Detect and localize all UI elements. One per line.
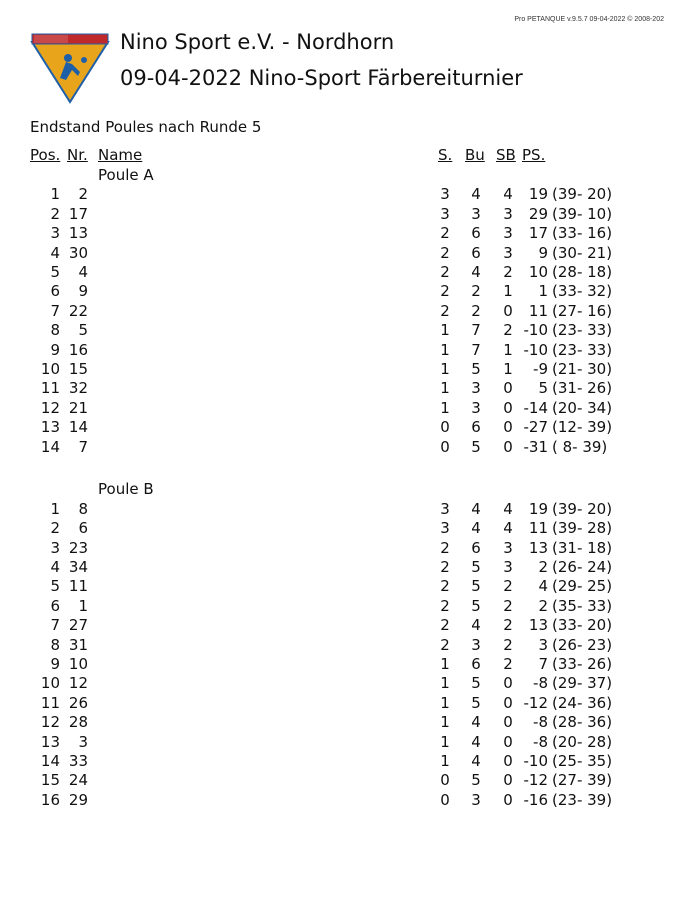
row-ps: -12 <box>523 771 548 790</box>
row-sb: 0 <box>503 301 513 320</box>
row-sb: 3 <box>503 224 513 243</box>
table-row <box>0 321 676 341</box>
table-row <box>0 539 676 559</box>
table-row <box>0 577 676 597</box>
row-s: 1 <box>440 713 450 732</box>
row-score: (35- 33) <box>552 596 613 615</box>
row-pos: 5 <box>50 263 60 281</box>
row-nr: 2 <box>78 185 88 204</box>
row-pos: 2 <box>50 204 60 223</box>
row-s: 0 <box>440 771 450 790</box>
row-score: (23- 33) <box>552 340 613 359</box>
row-s: 2 <box>440 635 450 654</box>
table-row <box>0 558 676 578</box>
row-sb: 1 <box>503 360 513 378</box>
row-nr: 24 <box>68 771 88 790</box>
row-bu: 7 <box>471 340 481 359</box>
row-s: 2 <box>440 224 450 243</box>
row-ps: 19 <box>528 185 548 204</box>
row-sb: 0 <box>503 674 513 693</box>
club-logo <box>30 26 110 104</box>
row-nr: 28 <box>68 713 88 732</box>
row-sb: 2 <box>503 321 513 340</box>
row-pos: 11 <box>40 693 60 712</box>
row-nr: 17 <box>68 204 88 223</box>
stage-title: Endstand Poules nach Runde 5 <box>30 118 262 136</box>
row-score: (33- 26) <box>552 655 613 673</box>
table-row <box>0 418 676 438</box>
row-bu: 6 <box>471 418 481 437</box>
row-nr: 11 <box>68 577 88 596</box>
table-row <box>0 752 676 772</box>
row-sb: 1 <box>503 282 513 301</box>
row-s: 3 <box>440 499 450 518</box>
row-pos: 7 <box>50 301 60 320</box>
row-sb: 2 <box>503 577 513 596</box>
row-bu: 3 <box>471 204 481 223</box>
row-nr: 14 <box>68 418 88 437</box>
row-score: (23- 39) <box>552 790 613 809</box>
row-score: (29- 25) <box>552 577 613 596</box>
row-sb: 0 <box>503 790 513 809</box>
row-score: (31- 26) <box>552 379 613 398</box>
table-row <box>0 733 676 753</box>
row-s: 2 <box>440 301 450 320</box>
row-pos: 7 <box>50 616 60 635</box>
row-pos: 1 <box>50 185 60 204</box>
row-s: 0 <box>440 418 450 437</box>
row-pos: 4 <box>50 558 60 576</box>
table-row <box>0 771 676 791</box>
row-ps: 10 <box>528 263 548 281</box>
row-pos: 1 <box>50 499 60 518</box>
row-s: 1 <box>440 732 450 751</box>
row-bu: 3 <box>471 379 481 398</box>
table-row <box>0 674 676 694</box>
header-sb: SB <box>496 146 516 164</box>
row-ps: 19 <box>528 499 548 518</box>
row-ps: 11 <box>528 301 548 320</box>
row-score: (33- 16) <box>552 224 613 243</box>
row-s: 2 <box>440 538 450 557</box>
row-pos: 15 <box>40 771 60 790</box>
row-pos: 3 <box>50 224 60 243</box>
row-pos: 16 <box>40 790 60 809</box>
row-s: 1 <box>440 674 450 693</box>
row-score: (29- 37) <box>552 674 613 693</box>
header-s: S. <box>438 146 453 164</box>
row-bu: 5 <box>471 437 481 456</box>
table-row <box>0 713 676 733</box>
row-pos: 14 <box>40 437 60 456</box>
row-ps: 3 <box>538 635 548 654</box>
row-ps: 7 <box>538 655 548 673</box>
row-sb: 0 <box>503 732 513 751</box>
row-bu: 5 <box>471 558 481 576</box>
row-pos: 12 <box>40 398 60 417</box>
row-nr: 3 <box>78 732 88 751</box>
row-nr: 30 <box>68 243 88 262</box>
row-ps: -31 <box>523 437 548 456</box>
row-sb: 2 <box>503 655 513 673</box>
row-sb: 2 <box>503 635 513 654</box>
row-nr: 29 <box>68 790 88 809</box>
row-ps: -27 <box>523 418 548 437</box>
row-score: (27- 16) <box>552 301 613 320</box>
row-sb: 1 <box>503 340 513 359</box>
row-score: ( 8- 39) <box>552 437 608 456</box>
table-row <box>0 244 676 264</box>
poule-title: Poule B <box>98 480 154 499</box>
row-s: 2 <box>440 577 450 596</box>
table-row <box>0 341 676 361</box>
row-bu: 4 <box>471 752 481 770</box>
row-pos: 14 <box>40 752 60 770</box>
row-sb: 2 <box>503 616 513 635</box>
row-bu: 6 <box>471 538 481 557</box>
table-row <box>0 655 676 675</box>
row-s: 1 <box>440 321 450 340</box>
row-sb: 4 <box>503 185 513 204</box>
table-row <box>0 694 676 714</box>
row-sb: 0 <box>503 437 513 456</box>
row-score: (27- 39) <box>552 771 613 790</box>
row-s: 0 <box>440 790 450 809</box>
table-row <box>0 185 676 205</box>
row-ps: 9 <box>538 243 548 262</box>
table-row <box>0 597 676 617</box>
row-score: (30- 21) <box>552 243 613 262</box>
row-ps: 13 <box>528 538 548 557</box>
row-sb: 0 <box>503 398 513 417</box>
row-bu: 4 <box>471 713 481 732</box>
row-bu: 4 <box>471 499 481 518</box>
row-pos: 11 <box>40 379 60 398</box>
row-nr: 7 <box>78 437 88 456</box>
row-nr: 23 <box>68 538 88 557</box>
row-pos: 8 <box>50 635 60 654</box>
row-ps: -8 <box>533 674 548 693</box>
table-row <box>0 282 676 302</box>
row-score: (39- 28) <box>552 519 613 538</box>
row-sb: 0 <box>503 379 513 398</box>
table-row <box>0 263 676 283</box>
row-nr: 5 <box>78 321 88 340</box>
row-sb: 4 <box>503 499 513 518</box>
row-bu: 6 <box>471 655 481 673</box>
row-ps: -8 <box>533 713 548 732</box>
row-s: 2 <box>440 616 450 635</box>
row-ps: 17 <box>528 224 548 243</box>
header-bu: Bu <box>465 146 485 164</box>
row-pos: 9 <box>50 655 60 673</box>
row-score: (31- 18) <box>552 538 613 557</box>
row-sb: 3 <box>503 538 513 557</box>
row-sb: 3 <box>503 243 513 262</box>
row-pos: 10 <box>40 360 60 378</box>
row-sb: 3 <box>503 204 513 223</box>
row-sb: 0 <box>503 693 513 712</box>
table-row <box>0 224 676 244</box>
row-s: 2 <box>440 263 450 281</box>
row-pos: 4 <box>50 243 60 262</box>
row-nr: 16 <box>68 340 88 359</box>
row-score: (20- 28) <box>552 732 613 751</box>
row-nr: 22 <box>68 301 88 320</box>
table-row <box>0 791 676 811</box>
row-score: (20- 34) <box>552 398 613 417</box>
row-pos: 6 <box>50 596 60 615</box>
row-ps: 1 <box>538 282 548 301</box>
row-pos: 5 <box>50 577 60 596</box>
row-score: (26- 23) <box>552 635 613 654</box>
table-row <box>0 302 676 322</box>
row-bu: 4 <box>471 519 481 538</box>
row-s: 2 <box>440 596 450 615</box>
row-s: 3 <box>440 185 450 204</box>
row-sb: 0 <box>503 713 513 732</box>
row-ps: 2 <box>538 596 548 615</box>
row-s: 2 <box>440 558 450 576</box>
row-pos: 13 <box>40 732 60 751</box>
table-row <box>0 205 676 225</box>
row-ps: -14 <box>523 398 548 417</box>
header-name: Name <box>98 146 143 164</box>
row-nr: 13 <box>68 224 88 243</box>
row-score: (12- 39) <box>552 418 613 437</box>
row-s: 0 <box>440 437 450 456</box>
row-ps: -8 <box>533 732 548 751</box>
table-row <box>0 360 676 380</box>
row-s: 2 <box>440 282 450 301</box>
table-row <box>0 379 676 399</box>
row-ps: -16 <box>523 790 548 809</box>
row-nr: 10 <box>68 655 88 673</box>
row-bu: 4 <box>471 263 481 281</box>
row-ps: 2 <box>538 558 548 576</box>
table-header <box>0 146 676 166</box>
table-row <box>0 500 676 520</box>
row-nr: 1 <box>78 596 88 615</box>
row-nr: 9 <box>78 282 88 301</box>
row-score: (24- 36) <box>552 693 613 712</box>
row-pos: 10 <box>40 674 60 693</box>
row-bu: 5 <box>471 693 481 712</box>
row-bu: 3 <box>471 398 481 417</box>
row-score: (39- 20) <box>552 185 613 204</box>
row-s: 1 <box>440 379 450 398</box>
row-bu: 6 <box>471 224 481 243</box>
row-score: (28- 18) <box>552 263 613 281</box>
row-ps: -10 <box>523 340 548 359</box>
row-score: (23- 33) <box>552 321 613 340</box>
row-nr: 6 <box>78 519 88 538</box>
row-nr: 4 <box>78 263 88 281</box>
row-nr: 26 <box>68 693 88 712</box>
row-score: (33- 32) <box>552 282 613 301</box>
row-bu: 3 <box>471 790 481 809</box>
row-ps: 13 <box>528 616 548 635</box>
row-pos: 2 <box>50 519 60 538</box>
row-bu: 6 <box>471 243 481 262</box>
row-s: 1 <box>440 340 450 359</box>
row-nr: 8 <box>78 499 88 518</box>
row-score: (28- 36) <box>552 713 613 732</box>
row-bu: 5 <box>471 674 481 693</box>
header-pos: Pos. <box>30 146 61 164</box>
row-sb: 0 <box>503 418 513 437</box>
row-sb: 0 <box>503 771 513 790</box>
row-nr: 31 <box>68 635 88 654</box>
row-ps: -9 <box>533 360 548 378</box>
row-bu: 7 <box>471 321 481 340</box>
row-s: 1 <box>440 360 450 378</box>
table-row <box>0 438 676 458</box>
row-bu: 5 <box>471 360 481 378</box>
row-pos: 8 <box>50 321 60 340</box>
row-bu: 5 <box>471 771 481 790</box>
club-name: Nino Sport e.V. - Nordhorn <box>120 30 395 54</box>
row-score: (39- 20) <box>552 499 613 518</box>
row-ps: 4 <box>538 577 548 596</box>
row-ps: -12 <box>523 693 548 712</box>
row-sb: 2 <box>503 263 513 281</box>
row-ps: 5 <box>538 379 548 398</box>
row-bu: 4 <box>471 616 481 635</box>
row-bu: 4 <box>471 732 481 751</box>
row-s: 1 <box>440 752 450 770</box>
row-bu: 2 <box>471 282 481 301</box>
header-ps: PS. <box>522 146 546 164</box>
row-score: (26- 24) <box>552 558 613 576</box>
row-nr: 21 <box>68 398 88 417</box>
row-ps: -10 <box>523 752 548 770</box>
row-pos: 13 <box>40 418 60 437</box>
table-row <box>0 636 676 656</box>
row-nr: 34 <box>68 558 88 576</box>
row-pos: 6 <box>50 282 60 301</box>
row-sb: 3 <box>503 558 513 576</box>
row-score: (21- 30) <box>552 360 613 378</box>
row-pos: 9 <box>50 340 60 359</box>
poule-title: Poule A <box>98 166 154 184</box>
row-s: 3 <box>440 519 450 538</box>
row-pos: 3 <box>50 538 60 557</box>
row-sb: 0 <box>503 752 513 770</box>
row-nr: 33 <box>68 752 88 770</box>
row-pos: 12 <box>40 713 60 732</box>
event-title: 09-04-2022 Nino-Sport Färbereiturnier <box>120 66 523 90</box>
row-ps: -10 <box>523 321 548 340</box>
version-info: Pro PETANQUE v.9.5.7 09-04-2022 © 2008-202 <box>514 16 664 23</box>
row-s: 1 <box>440 693 450 712</box>
row-ps: 11 <box>528 519 548 538</box>
row-bu: 4 <box>471 185 481 204</box>
row-s: 1 <box>440 655 450 673</box>
table-row <box>0 519 676 539</box>
row-nr: 12 <box>68 674 88 693</box>
row-nr: 32 <box>68 379 88 398</box>
row-sb: 4 <box>503 519 513 538</box>
row-s: 3 <box>440 204 450 223</box>
row-bu: 5 <box>471 577 481 596</box>
row-sb: 2 <box>503 596 513 615</box>
table-row <box>0 616 676 636</box>
table-row <box>0 399 676 419</box>
header-nr: Nr. <box>67 146 88 164</box>
row-bu: 3 <box>471 635 481 654</box>
row-nr: 15 <box>68 360 88 378</box>
row-s: 2 <box>440 243 450 262</box>
row-score: (25- 35) <box>552 752 613 770</box>
row-nr: 27 <box>68 616 88 635</box>
row-s: 1 <box>440 398 450 417</box>
row-ps: 29 <box>528 204 548 223</box>
row-bu: 2 <box>471 301 481 320</box>
row-score: (39- 10) <box>552 204 613 223</box>
row-bu: 5 <box>471 596 481 615</box>
row-score: (33- 20) <box>552 616 613 635</box>
